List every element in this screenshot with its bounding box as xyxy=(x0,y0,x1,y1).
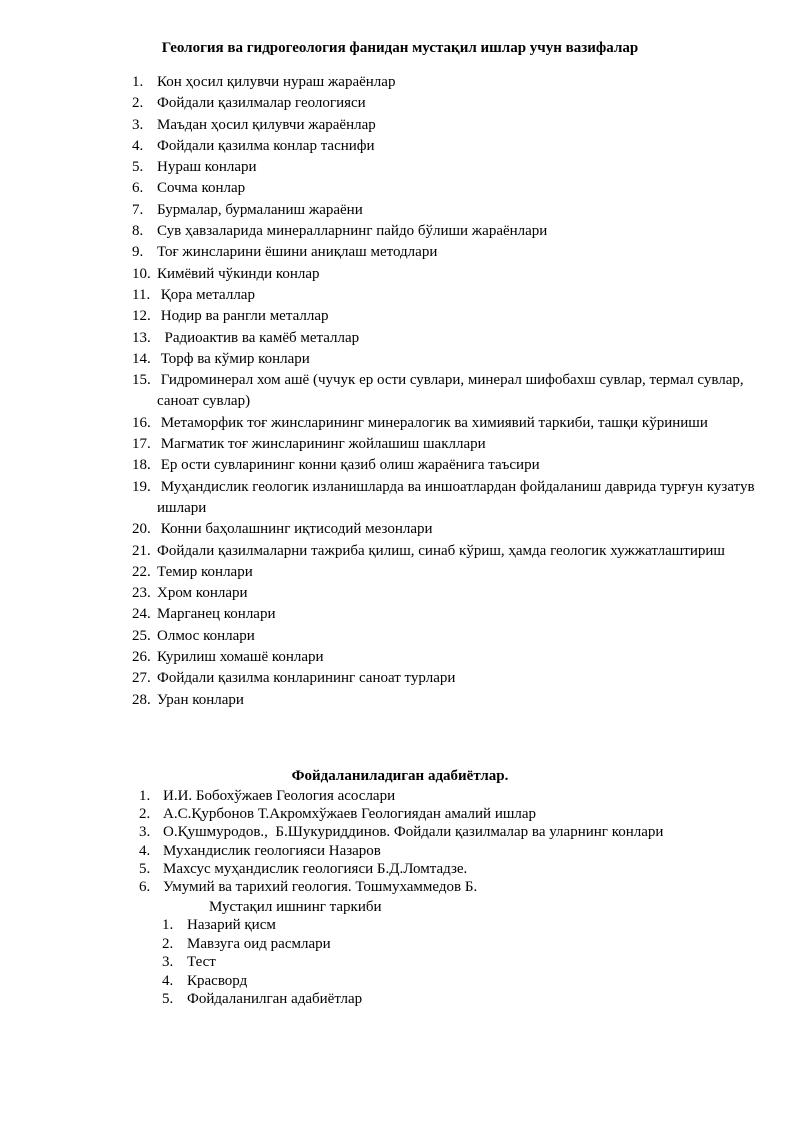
item-text: Темир конлари xyxy=(157,563,253,580)
list-item xyxy=(139,787,759,805)
list-item xyxy=(132,285,757,306)
list-item xyxy=(132,668,757,689)
list-item xyxy=(132,626,757,647)
item-number: 17. xyxy=(132,436,151,453)
item-text: Сочма конлар xyxy=(157,180,246,197)
item-text: А.С.Қурбонов Т.Акромхўжаев Геологиядан амалий ишлар xyxy=(163,806,537,823)
item-text: Назарий қисм xyxy=(187,917,276,933)
item-number: 20. xyxy=(132,521,151,538)
item-text: Метаморфик тоғ жинсларининг минералогик ва химиявий таркиби, ташқи кўриниши xyxy=(157,414,708,431)
literature-heading: Фойдаланиладиган адабиётлар. xyxy=(291,768,509,784)
item-number: 6. xyxy=(139,879,151,896)
item-text: Муҳандислик геологик изланишларда ва иншоатлардан фойдаланиш даврида турғун кузатув ишлари xyxy=(157,478,759,516)
item-text: Фойдали қазилма конларининг саноат турлари xyxy=(157,670,456,687)
item-text: О.Қушмуродов., Б.Шукуриддинов. Фойдали қазилмалар ва уларнинг конлари xyxy=(163,824,664,841)
item-number: 2. xyxy=(162,935,174,952)
item-number: 4. xyxy=(139,842,151,859)
item-text: Кон ҳосил қилувчи нураш жараёнлар xyxy=(157,74,396,90)
item-number: 19. xyxy=(132,478,151,495)
item-number: 23. xyxy=(132,585,151,602)
item-text: Хром конлари xyxy=(157,585,248,602)
item-text: Қора металлар xyxy=(157,286,255,303)
item-number: 12. xyxy=(132,308,151,325)
item-text: Кимёвий чўкинди конлар xyxy=(157,265,320,282)
item-number: 1. xyxy=(132,74,144,90)
list-item xyxy=(132,583,757,604)
item-text: Курилиш хомашё конлари xyxy=(157,649,324,666)
list-item xyxy=(139,823,759,841)
item-number: 6. xyxy=(132,180,144,197)
list-item xyxy=(139,805,759,823)
list-item xyxy=(132,455,757,476)
item-text: Тоғ жинсларини ёшини аниқлаш методлари xyxy=(157,244,438,261)
item-number: 9. xyxy=(132,244,144,261)
item-text: Олмос конлари xyxy=(157,627,255,644)
item-number: 8. xyxy=(132,223,144,240)
list-item xyxy=(132,178,757,199)
item-number: 13. xyxy=(132,329,151,346)
list-item xyxy=(132,519,757,540)
list-item xyxy=(132,434,757,455)
item-text: Умумий ва тарихий геология. Тошмухаммедов Б. xyxy=(163,879,478,896)
item-number: 21. xyxy=(132,542,151,559)
list-item xyxy=(162,916,362,935)
list-item xyxy=(132,93,757,114)
list-item xyxy=(132,221,757,242)
list-item xyxy=(139,842,759,860)
list-item xyxy=(132,413,757,434)
item-number: 11. xyxy=(132,286,151,303)
list-item xyxy=(132,115,757,136)
item-number: 7. xyxy=(132,201,144,218)
list-item xyxy=(132,242,757,263)
list-item xyxy=(132,562,757,583)
item-number: 2. xyxy=(139,806,151,823)
item-number: 1. xyxy=(162,917,174,933)
list-item xyxy=(132,370,757,413)
list-item xyxy=(132,136,757,157)
item-text: Тест xyxy=(187,954,216,971)
list-item xyxy=(132,604,757,625)
item-text: Фойдали қазилмаларни тажриба қилиш, синаб кўриш, ҳамда геологик хужжатлаштириш xyxy=(157,542,725,559)
item-number: 3. xyxy=(132,116,144,133)
item-text: Фойдаланилган адабиётлар xyxy=(187,991,363,1008)
list-item xyxy=(139,860,759,878)
item-text: Торф ва кўмир конлари xyxy=(157,350,310,367)
item-number: 5. xyxy=(132,159,144,176)
item-number: 3. xyxy=(139,824,151,841)
item-text: Мавзуга оид расмлари xyxy=(187,935,331,952)
list-item xyxy=(162,935,362,954)
item-text: Фойдали қазилма конлар таснифи xyxy=(157,137,375,154)
literature-list xyxy=(139,787,759,896)
item-text: Красворд xyxy=(187,972,248,989)
item-number: 15. xyxy=(132,372,151,389)
item-number: 4. xyxy=(132,137,144,154)
item-text: Гидроминерал хом ашё (чучук ер ости сувлари, минерал шифобахш сувлар, термал сувлар, саноат сувлар) xyxy=(157,372,748,410)
item-text: Махсус муҳандислик геологияси Б.Д.Ломтадзе. xyxy=(163,860,468,877)
item-number: 16. xyxy=(132,414,151,431)
item-text: Маъдан ҳосил қилувчи жараёнлар xyxy=(157,116,376,133)
list-item xyxy=(162,990,362,1009)
item-text: Марганец конлари xyxy=(157,606,276,623)
document-title: Геология ва гидрогеология фанидан мустақил ишлар учун вазифалар xyxy=(161,40,639,56)
composition-heading: Мустақил ишнинг таркиби xyxy=(209,899,382,915)
list-item xyxy=(162,953,362,972)
item-text: И.И. Бобохўжаев Геология асослари xyxy=(163,788,396,804)
list-item xyxy=(132,541,757,562)
item-number: 5. xyxy=(162,991,174,1008)
list-item xyxy=(162,972,362,991)
list-item xyxy=(132,349,757,370)
item-text: Радиоактив ва камёб металлар xyxy=(157,329,360,346)
item-number: 3. xyxy=(162,954,174,971)
item-text: Сув ҳавзаларида минералларнинг пайдо бўлиши жараёнлари xyxy=(157,223,548,240)
list-item xyxy=(132,306,757,327)
item-text: Бурмалар, бурмаланиш жараёни xyxy=(157,201,363,218)
item-text: Мухандислик геологияси Назаров xyxy=(163,842,381,859)
item-text: Конни баҳолашнинг иқтисодий мезонлари xyxy=(157,521,433,538)
item-text: Фойдали қазилмалар геологияси xyxy=(157,95,366,112)
item-number: 10. xyxy=(132,265,151,282)
item-text: Уран конлари xyxy=(157,691,244,708)
item-number: 22. xyxy=(132,563,151,580)
item-number: 14. xyxy=(132,350,151,367)
item-number: 18. xyxy=(132,457,151,474)
list-item xyxy=(132,157,757,178)
item-number: 4. xyxy=(162,972,174,989)
item-number: 24. xyxy=(132,606,151,623)
item-text: Нодир ва рангли металлар xyxy=(157,308,329,325)
item-text: Нураш конлари xyxy=(157,159,257,176)
item-number: 2. xyxy=(132,95,144,112)
composition-list xyxy=(162,916,362,1009)
item-number: 26. xyxy=(132,649,151,666)
item-text: Ер ости сувларининг конни қазиб олиш жараёнига таъсири xyxy=(157,457,540,474)
list-item xyxy=(132,264,757,285)
item-text: Магматик тоғ жинсларининг жойлашиш шакллари xyxy=(157,436,486,453)
item-number: 1. xyxy=(139,788,151,804)
task-list xyxy=(132,72,757,711)
list-item xyxy=(139,878,759,896)
list-item xyxy=(132,72,757,93)
list-item xyxy=(132,690,757,711)
list-item xyxy=(132,200,757,221)
item-number: 28. xyxy=(132,691,151,708)
item-number: 25. xyxy=(132,627,151,644)
item-number: 27. xyxy=(132,670,151,687)
item-number: 5. xyxy=(139,860,151,877)
list-item xyxy=(132,647,757,668)
list-item xyxy=(132,328,757,349)
list-item xyxy=(132,477,757,520)
